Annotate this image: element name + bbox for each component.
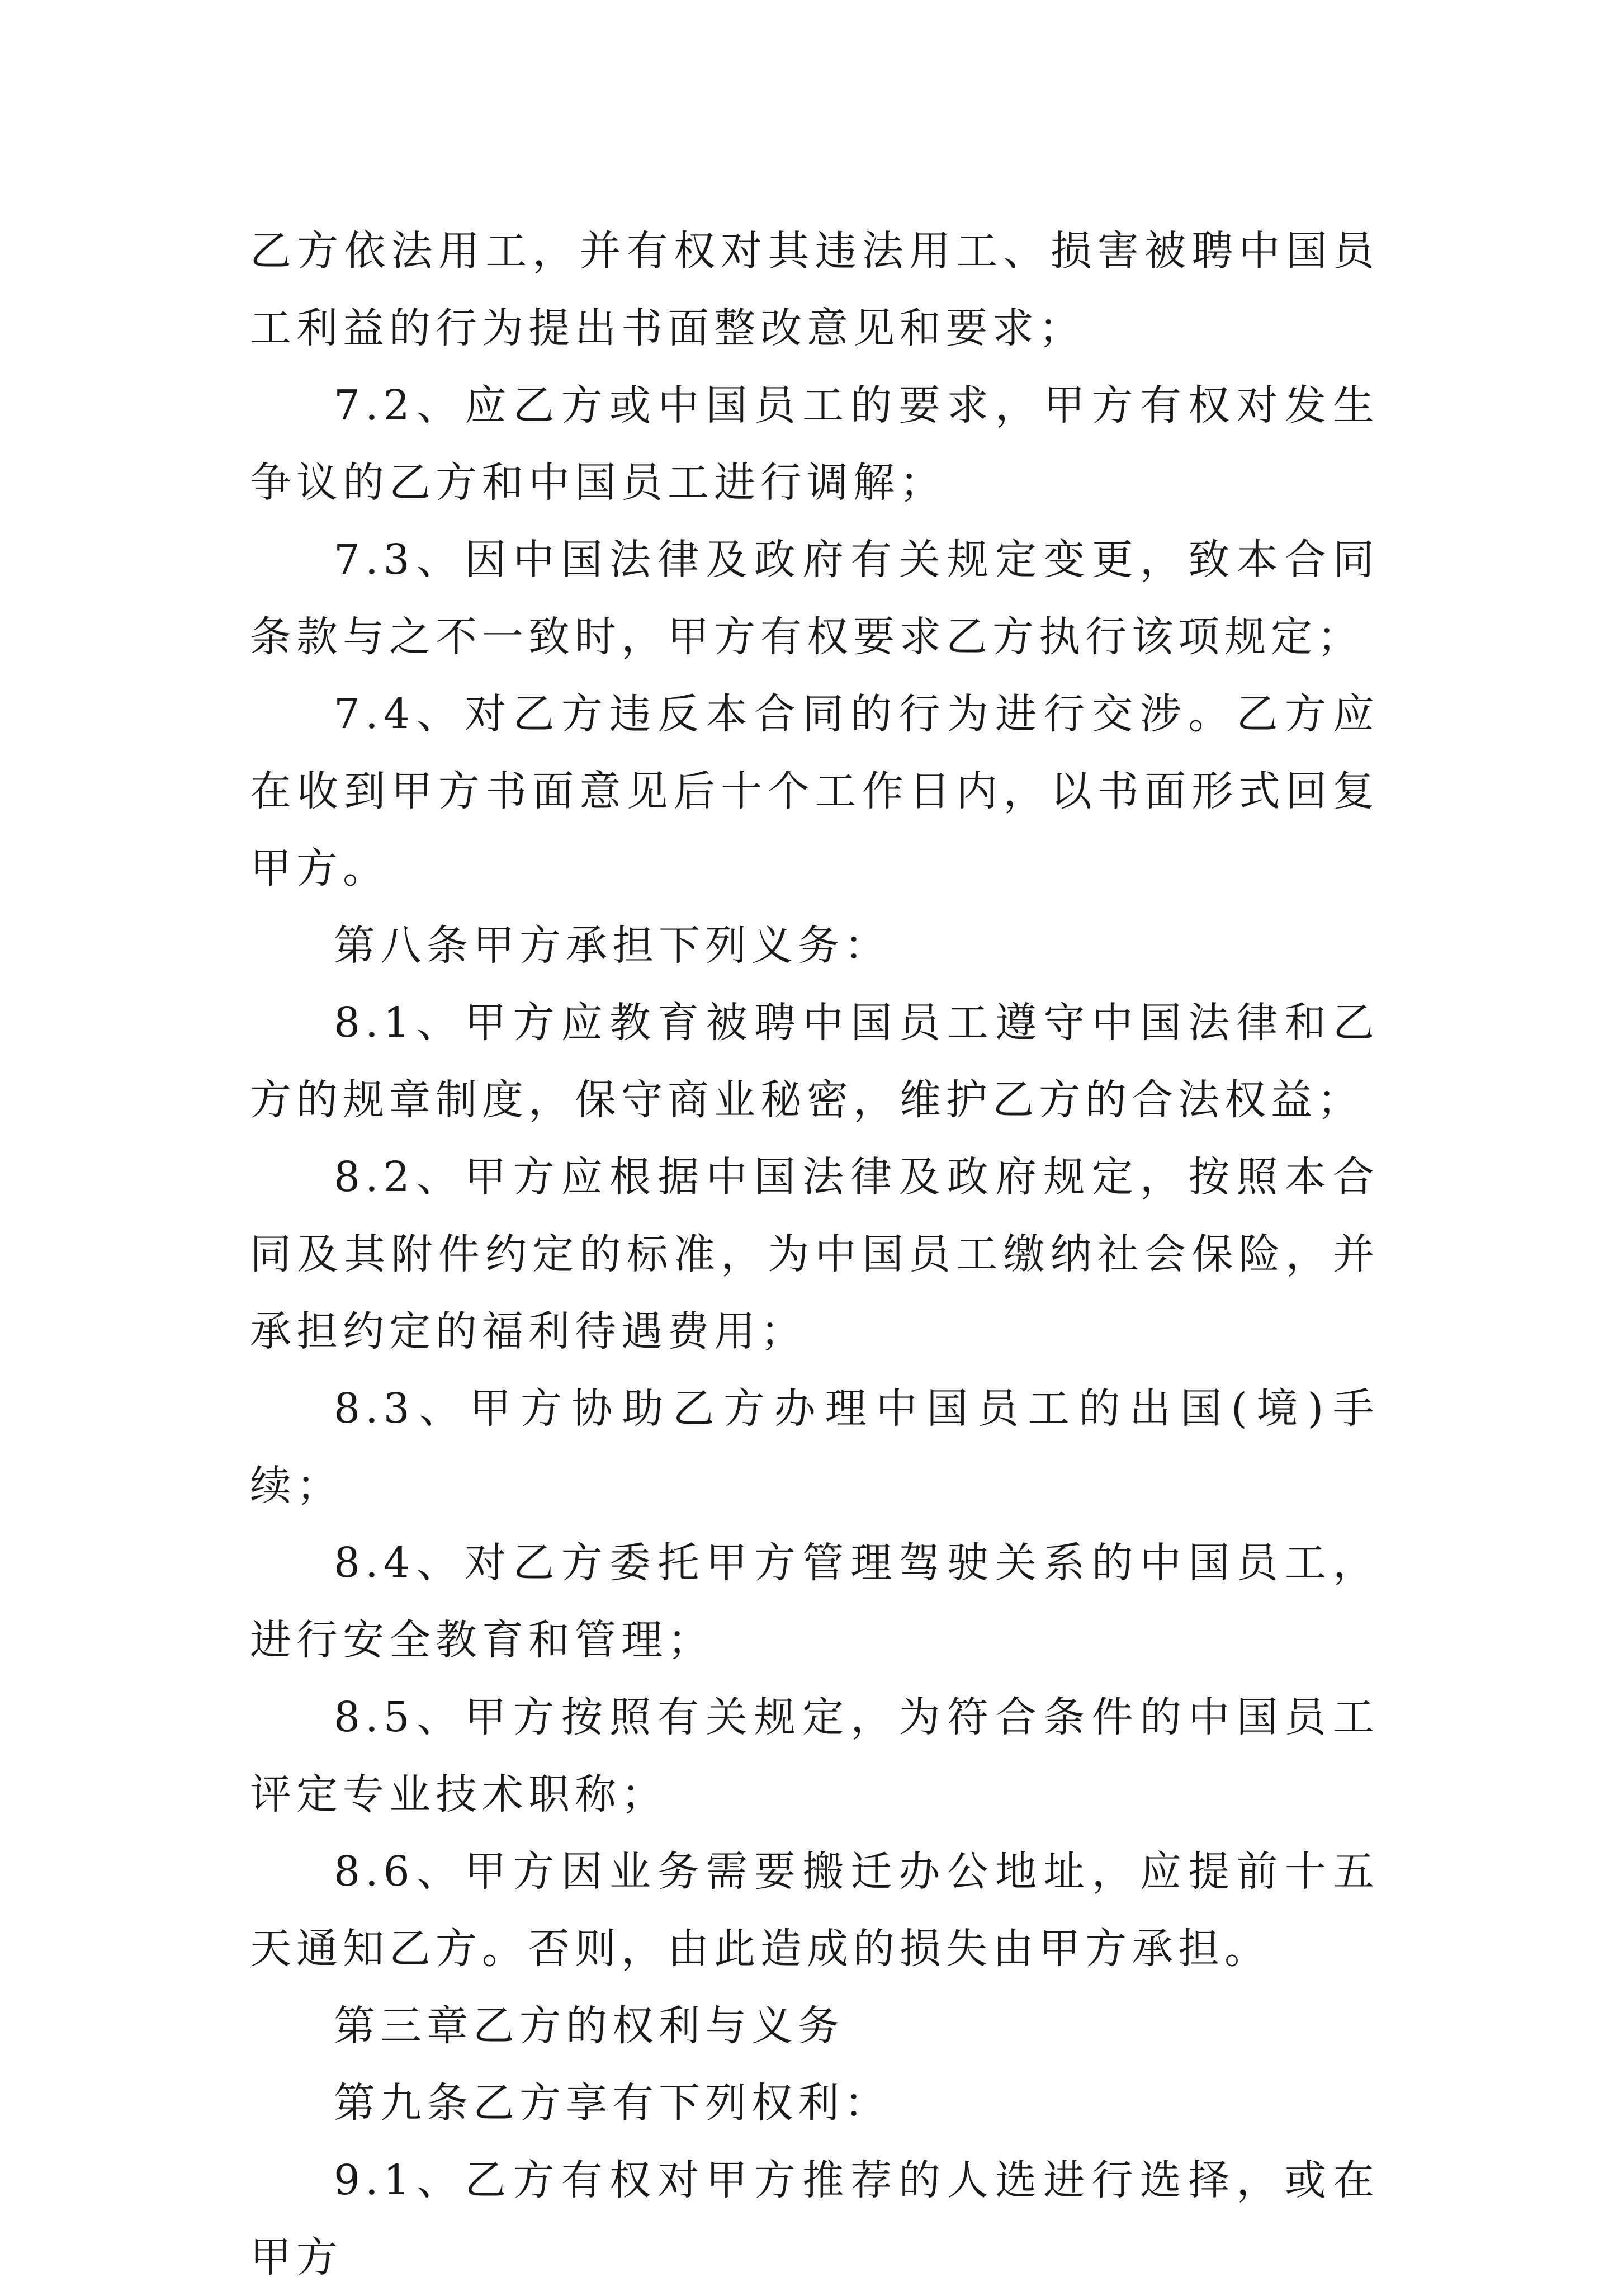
heading-chapter-3: 第三章乙方的权利与义务 xyxy=(334,2002,844,2050)
paragraph-clause-8-1: 8.1、甲方应教育被聘中国员工遵守中国法律和乙方的规章制度，保守商业秘密，维护乙方的合法权益； xyxy=(250,999,1379,1124)
paragraph-clause-8-4: 8.4、对乙方委托甲方管理驾驶关系的中国员工，进行安全教育和管理； xyxy=(250,1539,1379,1664)
paragraph-clause-8-3: 8.3、甲方协助乙方办理中国员工的出国(境)手续； xyxy=(250,1385,1379,1510)
heading-article-9: 第九条乙方享有下列权利： xyxy=(334,2079,891,2127)
paragraph-clause-8-2: 8.2、甲方应根据中国法律及政府规定，按照本合同及其附件约定的标准，为中国员工缴纳社会保险，并承担约定的福利待遇费用； xyxy=(250,1153,1379,1355)
paragraph-clause-7-3: 7.3、因中国法律及政府有关规定变更，致本合同条款与之不一致时，甲方有权要求乙方执行该项规定； xyxy=(250,536,1379,661)
paragraph-continuation: 乙方依法用工，并有权对其违法用工、损害被聘中国员工利益的行为提出书面整改意见和要求； xyxy=(250,227,1379,352)
paragraph-clause-7-2: 7.2、应乙方或中国员工的要求，甲方有权对发生争议的乙方和中国员工进行调解； xyxy=(250,381,1379,507)
document-body xyxy=(250,212,1379,2296)
paragraph-clause-8-6: 8.6、甲方因业务需要搬迁办公地址，应提前十五天通知乙方。否则，由此造成的损失由甲方承担。 xyxy=(250,1848,1379,1973)
paragraph-clause-9-1: 9.1、乙方有权对甲方推荐的人选进行选择，或在甲方 xyxy=(250,2156,1379,2281)
paragraph-clause-8-5: 8.5、甲方按照有关规定，为符合条件的中国员工评定专业技术职称； xyxy=(250,1693,1379,1818)
heading-article-8: 第八条甲方承担下列义务： xyxy=(334,922,891,970)
paragraph-clause-7-4: 7.4、对乙方违反本合同的行为进行交涉。乙方应在收到甲方书面意见后十个工作日内，以书面形式回复甲方。 xyxy=(250,690,1379,892)
